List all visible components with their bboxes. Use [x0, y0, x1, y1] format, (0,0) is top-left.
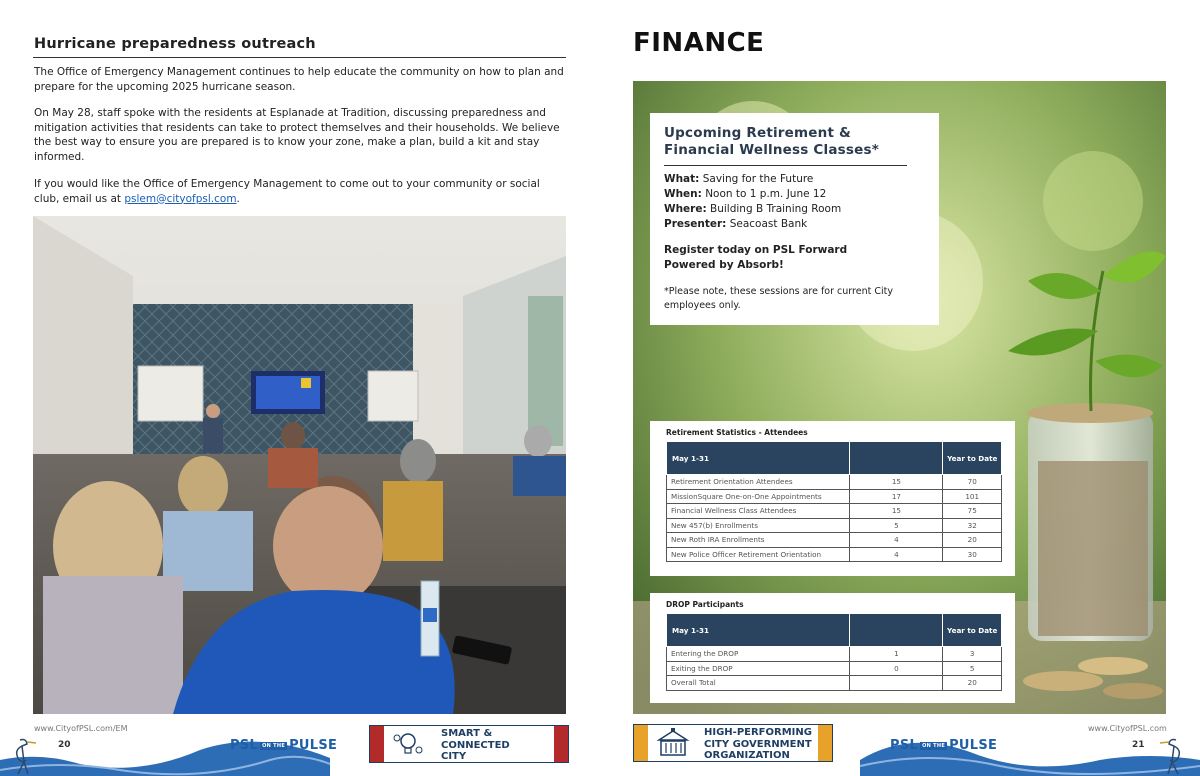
card-title: Upcoming Retirement & Financial Wellness Classes* [664, 125, 879, 158]
row-label: Exiting the DROP [667, 661, 850, 676]
row-label: New 457(b) Enrollments [667, 518, 850, 533]
table-row [667, 504, 1002, 519]
detail-where: Where: Building B Training Room [664, 203, 842, 215]
retirement-stats-caption: Retirement Statistics - Attendees [666, 428, 808, 437]
page-number-right: 21 [1132, 740, 1145, 750]
heron-icon [1158, 736, 1186, 776]
badge-accent-left [634, 725, 648, 761]
detail-presenter: Presenter: Seacoast Bank [664, 218, 808, 230]
table-row [667, 489, 1002, 504]
col-header-ytd: Year to Date [943, 614, 1002, 647]
row-ytd-value: 5 [943, 661, 1002, 676]
row-month-value: 4 [850, 533, 943, 548]
row-label: New Police Officer Retirement Orientation [667, 547, 850, 562]
classes-card [650, 113, 939, 325]
col-header-period: May 1-31 [667, 442, 850, 475]
row-label: Overall Total [667, 676, 850, 691]
row-ytd-value: 70 [943, 475, 1002, 490]
retirement-stats-table [666, 441, 1002, 562]
badge-accent-left [370, 726, 384, 762]
badge-accent-right [554, 726, 568, 762]
logo-psl: PSL [230, 738, 259, 753]
contact-suffix: . [236, 192, 240, 205]
section-title: Hurricane preparedness outreach [34, 36, 316, 52]
table-row [667, 518, 1002, 533]
logo-on-the: ON THE [922, 742, 946, 749]
row-ytd-value: 20 [943, 533, 1002, 548]
row-label: Entering the DROP [667, 647, 850, 662]
drop-table [666, 613, 1002, 691]
row-ytd-value: 101 [943, 489, 1002, 504]
row-month-value: 15 [850, 475, 943, 490]
badge-text-high-performing: HIGH-PERFORMING CITY GOVERNMENT ORGANIZATION [704, 727, 812, 761]
heron-icon [10, 736, 38, 776]
row-ytd-value: 75 [943, 504, 1002, 519]
paragraph-esplanade: On May 28, staff spoke with the residents at Esplanade at Tradition, discussing preparedness and mitigation activities that residents can take to protect themselves and their households. We believe the best way to ensure you are prepared is to know your zone, make a plan, build a kit and stay informed. [34, 107, 560, 163]
footer-url[interactable]: www.CityofPSL.com/EM [34, 724, 128, 733]
table-row [667, 647, 1002, 662]
table-row [667, 661, 1002, 676]
table-row [667, 533, 1002, 548]
outreach-photo [33, 216, 566, 714]
row-ytd-value: 30 [943, 547, 1002, 562]
paragraph-contact [34, 177, 564, 206]
detail-when: When: Noon to 1 p.m. June 12 [664, 188, 827, 200]
psl-logo [230, 738, 337, 753]
row-month-value [850, 676, 943, 691]
wave-decoration-right [860, 730, 1200, 776]
contact-text: If you would like the Office of Emergency Management to come out to your community or social club, email us at [34, 178, 540, 205]
detail-what: What: Saving for the Future [664, 173, 814, 185]
paragraph-intro: The Office of Emergency Management continues to help educate the community on how to plan and prepare for the upcoming 2025 hurricane season. [34, 66, 564, 93]
psl-logo-right [890, 738, 997, 753]
badge-accent-right [818, 725, 832, 761]
drop-caption: DROP Participants [666, 600, 744, 609]
card-details [664, 172, 841, 232]
card-divider [664, 165, 907, 166]
register-callout [664, 243, 847, 273]
row-label: New Roth IRA Enrollments [667, 533, 850, 548]
city-hall-icon [656, 728, 690, 758]
logo-on-the: ON THE [262, 742, 286, 749]
logo-pulse: PULSE [289, 738, 338, 753]
eligibility-note: *Please note, these sessions are for current City employees only. [664, 286, 893, 311]
table-header [667, 442, 1002, 475]
table-row [667, 475, 1002, 490]
col-header-period: May 1-31 [667, 614, 850, 647]
footer-url-right[interactable]: www.CityofPSL.com [1088, 724, 1167, 733]
row-label: Financial Wellness Class Attendees [667, 504, 850, 519]
row-label: Retirement Orientation Attendees [667, 475, 850, 490]
col-header-month-blank [850, 614, 943, 647]
drop-participants-panel [650, 593, 1015, 703]
row-ytd-value: 20 [943, 676, 1002, 691]
table-row [667, 676, 1002, 691]
row-month-value: 4 [850, 547, 943, 562]
page-number-left: 20 [58, 740, 71, 750]
col-header-month-blank [850, 442, 943, 475]
high-performing-badge [633, 724, 833, 762]
row-month-value: 0 [850, 661, 943, 676]
register-line-1: Register today on PSL Forward [664, 244, 848, 256]
retirement-stats-panel [650, 421, 1015, 576]
row-ytd-value: 32 [943, 518, 1002, 533]
logo-psl: PSL [890, 738, 919, 753]
register-line-2: Powered by Absorb! [664, 259, 784, 271]
email-link[interactable]: pslem@cityofpsl.com [124, 192, 237, 205]
row-month-value: 5 [850, 518, 943, 533]
row-ytd-value: 3 [943, 647, 1002, 662]
section-divider [33, 57, 566, 58]
table-row [667, 547, 1002, 562]
page-title: FINANCE [633, 28, 765, 58]
lightbulb-gear-icon [392, 730, 424, 758]
row-month-value: 17 [850, 489, 943, 504]
smart-connected-badge [369, 725, 569, 763]
row-month-value: 1 [850, 647, 943, 662]
logo-pulse: PULSE [949, 738, 998, 753]
col-header-ytd: Year to Date [943, 442, 1002, 475]
table-header [667, 614, 1002, 647]
row-month-value: 15 [850, 504, 943, 519]
row-label: MissionSquare One-on-One Appointments [667, 489, 850, 504]
badge-text-smart: SMART & CONNECTED CITY [441, 728, 510, 762]
